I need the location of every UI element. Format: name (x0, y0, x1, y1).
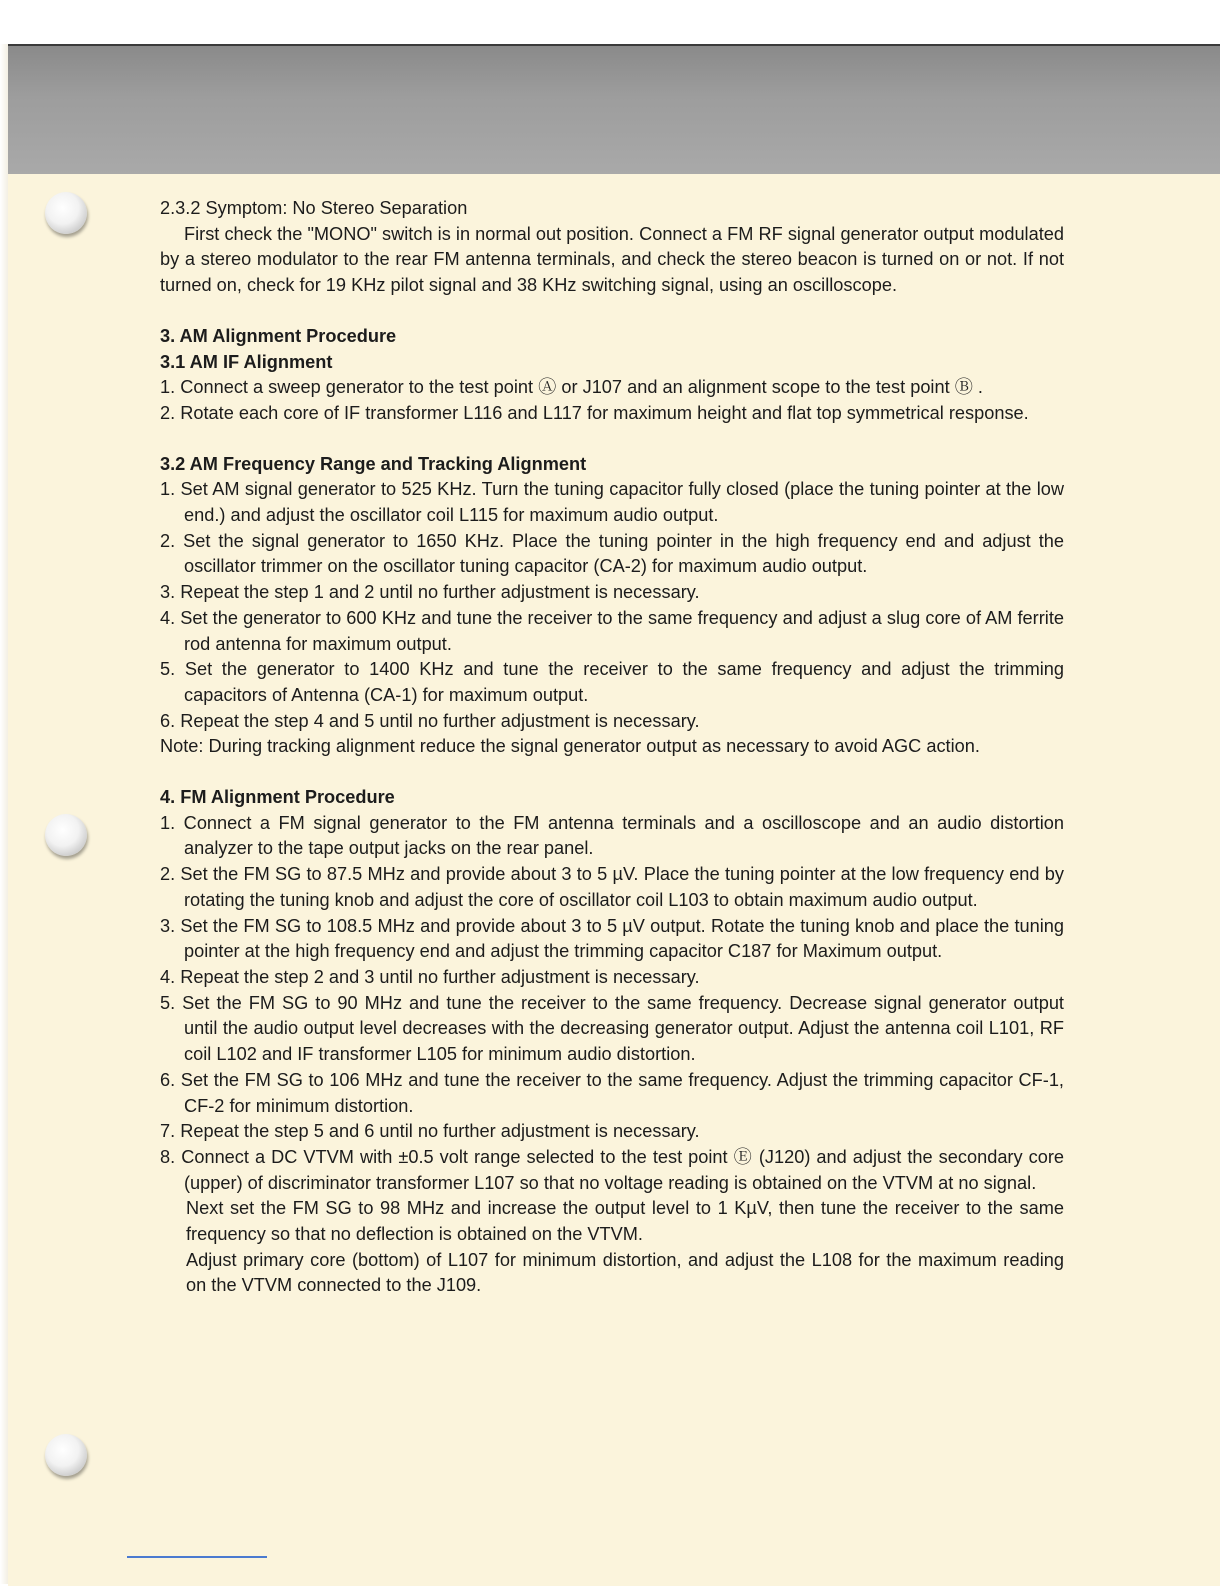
scanner-shadow-band (8, 46, 1220, 174)
list-item: 1. Connect a FM signal generator to the FM antenna terminals and a oscilloscope and an audio distortion analyzer to the tape output jacks on the rear panel. (160, 812, 1064, 859)
spacer (160, 760, 1064, 785)
list-item: 1. Set AM signal generator to 525 KHz. Turn the tuning capacitor fully closed (place the tuning pointer at the low end.) and adjust the oscillator coil L115 for maximum audio output. (160, 479, 1064, 526)
spacer (160, 299, 1064, 324)
list-item: 4. Repeat the step 2 and 3 until no further adjustment is necessary. (160, 966, 700, 987)
binder-hole-middle (45, 814, 87, 856)
note: Note: During tracking alignment reduce the signal generator output as necessary to avoid AGC action. (160, 736, 980, 757)
list-item: 7. Repeat the step 5 and 6 until no further adjustment is necessary. (160, 1121, 700, 1142)
list-item: 2. Set the signal generator to 1650 KHz. Place the tuning pointer in the high frequency end and adjust the oscillator trimmer on the oscillator tuning capacitor (CA-2) for maximum audio output. (160, 530, 1064, 577)
list-item-continuation: Adjust primary core (bottom) of L107 for minimum distortion, and adjust the L108 for the maximum reading on the VTVM connected to the J109. (186, 1249, 1064, 1296)
spacer (160, 427, 1064, 452)
list-item: 5. Set the FM SG to 90 MHz and tune the receiver to the same frequency. Decrease signal generator output until the audio output level decreases with the decreasing generator output. Adjust the antenna coil L101, RF coil L102 and IF transformer L105 for minimum audio distortion. (160, 992, 1064, 1065)
list-item: 8. Connect a DC VTVM with ±0.5 volt range selected to the test point Ⓔ (J120) and adjust the secondary core (upper) of discriminator transformer L107 so that no voltage reading is obtained on the VTVM at no signal. (160, 1146, 1064, 1193)
document-body (160, 196, 1064, 1299)
list-item: 2. Set the FM SG to 87.5 MHz and provide about 3 to 5 µV. Place the tuning pointer at the low frequency end by rotating the tuning knob and adjust the core of oscillator coil L103 to obtain maximum audio output. (160, 864, 1064, 910)
footer-rule (127, 1556, 267, 1558)
page-left-edge (0, 44, 8, 1584)
list-item: 1. Connect a sweep generator to the test point Ⓐ or J107 and an alignment scope to the test point Ⓑ . (160, 377, 983, 398)
list-item: 6. Repeat the step 4 and 5 until no further adjustment is necessary. (160, 710, 700, 731)
section-232-title: 2.3.2 Symptom: No Stereo Separation (160, 198, 468, 218)
list-item: 6. Set the FM SG to 106 MHz and tune the receiver to the same frequency. Adjust the trimming capacitor CF-1, CF-2 for minimum distortion. (160, 1069, 1064, 1116)
binder-hole-bottom (45, 1434, 87, 1476)
section-31-title: 3.1 AM IF Alignment (160, 351, 333, 372)
list-item: 4. Set the generator to 600 KHz and tune the receiver to the same frequency and adjust a slug core of AM ferrite rod antenna for maximum output. (160, 607, 1064, 654)
list-item: 5. Set the generator to 1400 KHz and tune the receiver to the same frequency and adjust the trimming capacitors of Antenna (CA-1) for maximum output. (160, 659, 1064, 705)
list-item-continuation: Next set the FM SG to 98 MHz and increase the output level to 1 KµV, then tune the receiver to the same frequency so that no deflection is obtained on the VTVM. (186, 1198, 1064, 1245)
binder-hole-top (45, 192, 87, 234)
list-item: 3. Set the FM SG to 108.5 MHz and provide about 3 to 5 µV output. Rotate the tuning knob and place the tuning pointer at the high frequency end and adjust the trimming capacitor C187 for Maximum output. (160, 915, 1064, 962)
section-3-title: 3. AM Alignment Procedure (160, 325, 397, 346)
section-232-body: First check the "MONO" switch is in normal out position. Connect a FM RF signal generator output modulated by a stereo modulator to the rear FM antenna terminals, and check the stereo beacon is turned on or not. If not turned on, check for 19 KHz pilot signal and 38 KHz switching signal, using an oscilloscope. (160, 223, 1064, 296)
section-32-title: 3.2 AM Frequency Range and Tracking Alignment (160, 453, 587, 474)
list-item: 3. Repeat the step 1 and 2 until no further adjustment is necessary. (160, 582, 700, 603)
list-item: 2. Rotate each core of IF transformer L116 and L117 for maximum height and flat top symmetrical response. (160, 402, 1029, 423)
section-4-title: 4. FM Alignment Procedure (160, 787, 395, 808)
